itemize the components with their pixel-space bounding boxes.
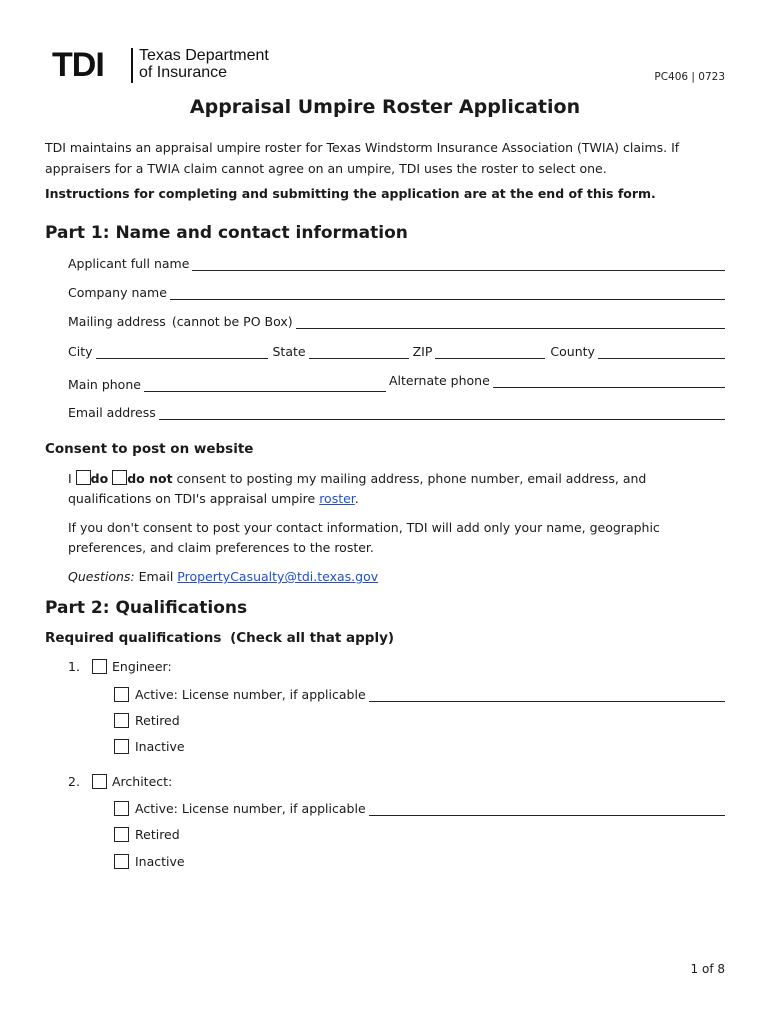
zip-label: ZIP: [412, 344, 433, 359]
architect-label: Architect:: [112, 774, 173, 789]
company-name-field[interactable]: [68, 285, 725, 300]
consent-paragraph: [68, 469, 725, 509]
engineer-retired-label: Retired: [135, 713, 180, 728]
company-name-input[interactable]: [170, 287, 725, 300]
required-qualifications-note: (Check all that apply): [230, 630, 395, 646]
engineer-inactive-label: Inactive: [135, 739, 185, 754]
county-input[interactable]: [598, 346, 725, 359]
engineer-active-row: [114, 687, 725, 702]
engineer-inactive-row: [114, 739, 185, 754]
consent-period: .: [354, 491, 359, 506]
architect-license-input[interactable]: [369, 803, 725, 816]
consent-text-1: consent to posting my mailing address, phone number, email address, and: [176, 471, 647, 486]
main-phone-label: Main phone: [68, 377, 141, 392]
consent-info-paragraph: If you don't consent to post your contact information, TDI will add only your name, geographic preferences, and claim preferences to the roster.: [68, 520, 660, 555]
architect-active-label: Active: License number, if applicable: [135, 801, 366, 816]
email-input[interactable]: [159, 407, 725, 420]
engineer-checkbox[interactable]: [92, 659, 107, 674]
page-number: 1 of 8: [690, 962, 725, 976]
architect-active-checkbox[interactable]: [114, 801, 129, 816]
architect-inactive-row: [114, 854, 185, 869]
city-input[interactable]: [96, 346, 268, 359]
engineer-retired-checkbox[interactable]: [114, 713, 129, 728]
mailing-address-note: (cannot be PO Box): [171, 314, 293, 329]
consent-text-2: qualifications on TDI's appraisal umpire: [68, 491, 316, 506]
instructions-note: Instructions for completing and submitting the application are at the end of this form.: [45, 186, 656, 201]
mailing-address-label: Mailing address: [68, 314, 166, 329]
consent-i: I: [68, 471, 72, 486]
consent-do-checkbox[interactable]: [76, 470, 91, 485]
intro-paragraph: TDI maintains an appraisal umpire roster for Texas Windstorm Insurance Association (TWIA) claims. If appraisers for a TWIA claim cannot agree on an umpire, TDI uses the roster to select one.: [45, 140, 680, 176]
email-field[interactable]: [68, 405, 725, 420]
logo-divider: [131, 48, 133, 83]
main-phone-field[interactable]: [68, 377, 386, 392]
consent-do-label: do: [90, 471, 109, 486]
architect-inactive-label: Inactive: [135, 854, 185, 869]
engineer-active-checkbox[interactable]: [114, 687, 129, 702]
page-title: Appraisal Umpire Roster Application: [189, 96, 581, 118]
architect-row: [68, 774, 172, 789]
tdi-logo-mark: TDI: [52, 46, 104, 84]
required-qualifications-heading: [45, 630, 394, 646]
engineer-row: [68, 659, 172, 674]
required-qualifications-label: Required qualifications: [45, 630, 222, 646]
architect-checkbox[interactable]: [92, 774, 107, 789]
engineer-active-label: Active: License number, if applicable: [135, 687, 366, 702]
main-phone-input[interactable]: [144, 379, 386, 392]
form-id: PC406 | 0723: [654, 71, 725, 83]
engineer-license-input[interactable]: [369, 689, 725, 702]
architect-inactive-checkbox[interactable]: [114, 854, 129, 869]
architect-retired-checkbox[interactable]: [114, 827, 129, 842]
state-label: State: [272, 344, 306, 359]
engineer-inactive-checkbox[interactable]: [114, 739, 129, 754]
alternate-phone-input[interactable]: [493, 375, 725, 388]
architect-retired-row: [114, 827, 180, 842]
consent-heading: Consent to post on website: [45, 441, 254, 457]
zip-input[interactable]: [435, 346, 545, 359]
questions-email-label: Email: [138, 569, 174, 584]
applicant-name-field[interactable]: [68, 256, 725, 271]
engineer-number: 1.: [68, 659, 80, 674]
architect-active-row: [114, 801, 725, 816]
roster-link[interactable]: roster: [319, 491, 355, 506]
engineer-retired-row: [114, 713, 180, 728]
architect-number: 2.: [68, 774, 80, 789]
part1-heading: Part 1: Name and contact information: [45, 223, 408, 243]
engineer-label: Engineer:: [112, 659, 172, 674]
applicant-name-input[interactable]: [192, 258, 725, 271]
questions-email-link[interactable]: PropertyCasualty@tdi.texas.gov: [177, 569, 379, 584]
county-label: County: [550, 344, 595, 359]
alternate-phone-label: Alternate phone: [389, 373, 490, 388]
architect-retired-label: Retired: [135, 827, 180, 842]
consent-do-not-checkbox[interactable]: [112, 470, 127, 485]
city-label: City: [68, 344, 93, 359]
city-state-zip-row: [68, 344, 725, 359]
company-name-label: Company name: [68, 285, 167, 300]
questions-line: [68, 567, 725, 587]
consent-do-not-label: do not: [127, 471, 173, 486]
tdi-logo-text: [139, 47, 269, 81]
questions-label: Questions:: [68, 569, 135, 584]
mailing-address-input[interactable]: [296, 316, 725, 329]
state-input[interactable]: [309, 346, 409, 359]
logo-line-2: of Insurance: [139, 64, 228, 81]
logo-line-1: Texas Department: [139, 47, 269, 64]
part2-heading: Part 2: Qualifications: [45, 598, 248, 618]
mailing-address-field[interactable]: [68, 314, 725, 329]
applicant-name-label: Applicant full name: [68, 256, 190, 271]
email-label: Email address: [68, 405, 156, 420]
alternate-phone-field[interactable]: [389, 373, 725, 388]
